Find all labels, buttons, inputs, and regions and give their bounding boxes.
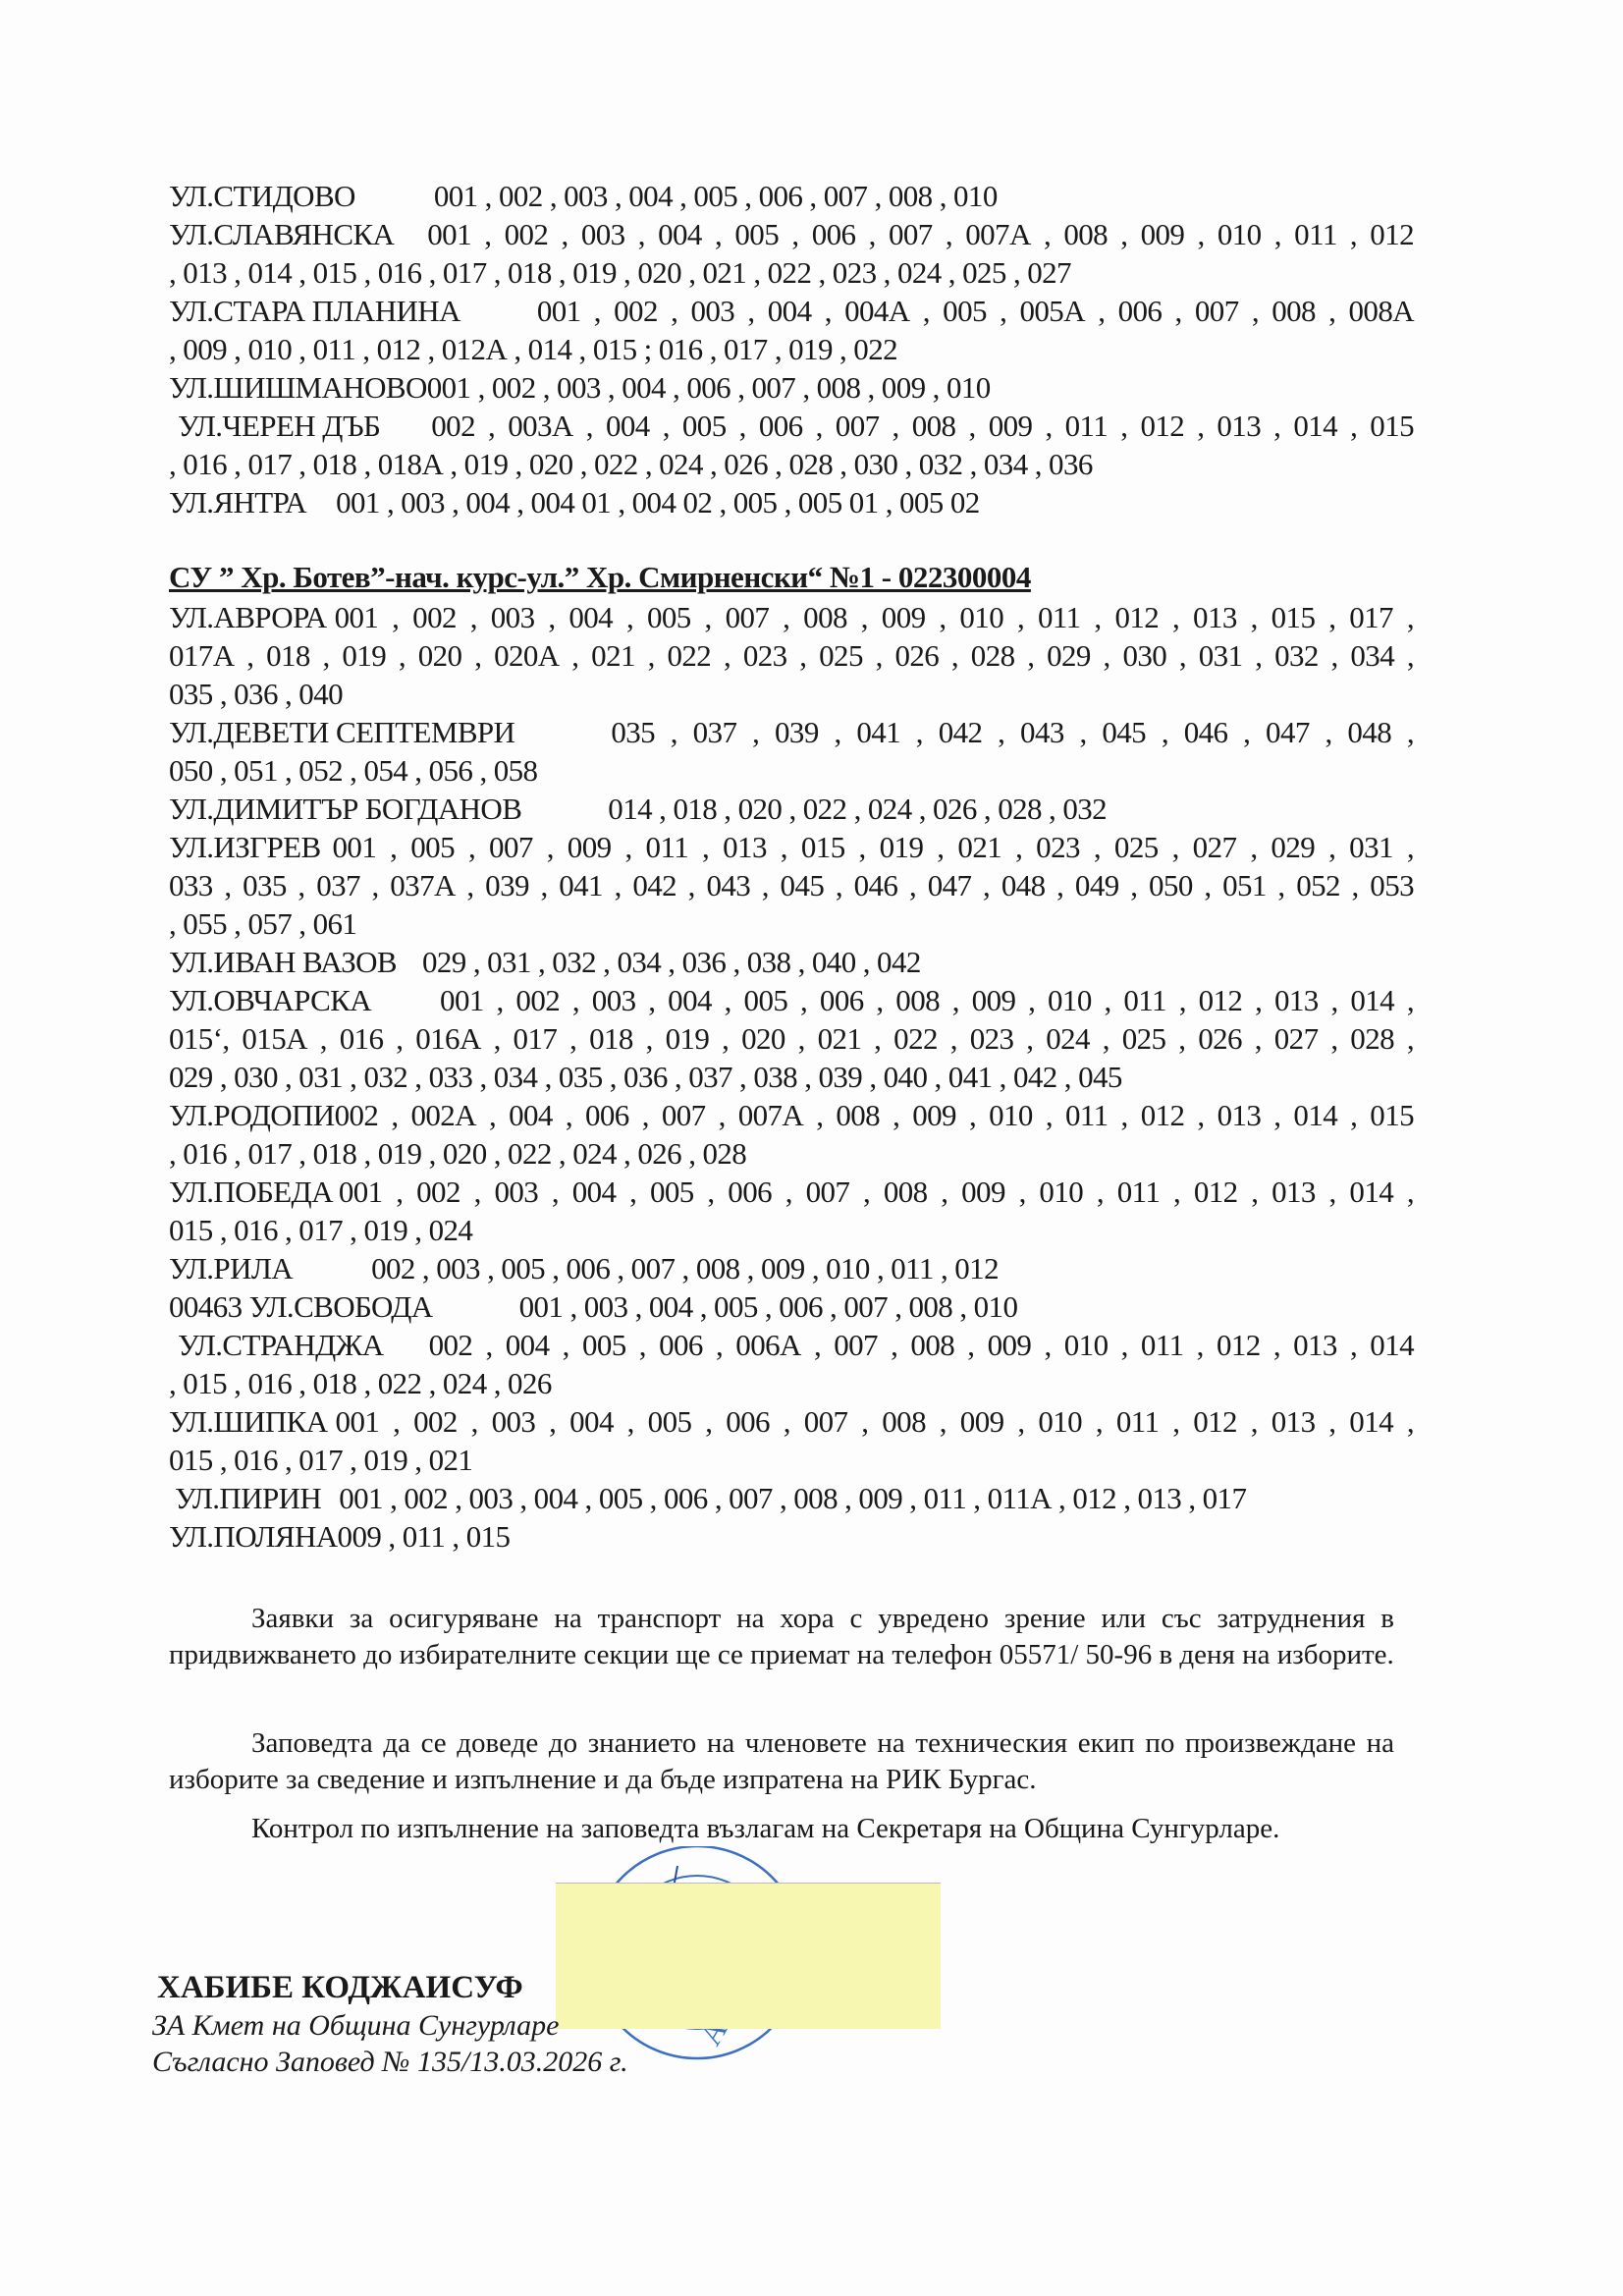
street-line: [169, 483, 1414, 521]
street-list-section-2: [169, 598, 1414, 1556]
street-line: [169, 215, 1414, 253]
street-line: [169, 1249, 1414, 1287]
street-entry: [169, 407, 1414, 483]
house-numbers: 001 , 002 , 003 , 004 , 005 , 007 , 008 , 009 , 010 , 011 , 012 , 013 , 015 , 017 ,: [334, 600, 1414, 634]
street-entry: [169, 981, 1414, 1096]
street-line: [169, 177, 1414, 215]
street-line: [169, 1441, 1414, 1479]
street-name: УЛ.РОДОПИ: [169, 1098, 335, 1132]
house-numbers: 002 , 003А , 004 , 005 , 006 , 007 , 008 , 009 , 011 , 012 , 013 , 014 , 015: [431, 409, 1414, 443]
street-entry: [169, 1402, 1414, 1479]
street-entry: [169, 1517, 1414, 1556]
street-line: [169, 368, 1414, 407]
street-line: [169, 675, 1414, 713]
street-name: УЛ.СЛАВЯНСКА: [169, 217, 395, 251]
street-name: УЛ.РИЛА: [169, 1251, 294, 1285]
street-entry: [169, 943, 1414, 981]
house-numbers: 001 , 003 , 004 , 004 01 , 004 02 , 005 , 005 01 , 005 02: [336, 485, 980, 519]
street-line: [169, 1211, 1414, 1249]
house-numbers: 002 , 002А , 004 , 006 , 007 , 007А , 008 , 009 , 010 , 011 , 012 , 013 , 014 , 015: [334, 1098, 1414, 1132]
paragraph-transport: [169, 1601, 1394, 1673]
street-name: УЛ.ДЕВЕТИ СЕПТЕМВРИ: [169, 715, 515, 749]
street-line: [169, 1517, 1414, 1556]
street-line: [169, 1058, 1414, 1096]
house-numbers: 033 , 035 , 037 , 037А , 039 , 041 , 042 , 043 , 045 , 046 , 047 , 048 , 049 , 050 , 051 , 052 , 053: [169, 868, 1414, 902]
street-entry: [169, 368, 1414, 407]
street-entry: [169, 828, 1414, 943]
street-line: [169, 904, 1414, 943]
paragraph-notice: [169, 1725, 1394, 1798]
house-numbers: 035 , 037 , 039 , 041 , 042 , 043 , 045 , 046 , 047 , 048 ,: [611, 715, 1414, 749]
street-line: [169, 598, 1414, 636]
street-name: 00463 УЛ.СВОБОДА: [169, 1289, 433, 1324]
street-name: УЛ.ПОБЕДА: [169, 1175, 333, 1209]
street-entry: [169, 790, 1414, 828]
paragraph-text: Контрол по изпълнение на заповедта възлагам на Секретаря на Община Сунгурларе.: [251, 1813, 1280, 1844]
street-line: [169, 445, 1414, 483]
street-name: УЛ.ШИПКА: [169, 1404, 328, 1439]
street-line: [169, 1134, 1414, 1173]
street-name: УЛ.ИВАН ВАЗОВ: [169, 945, 397, 979]
street-entry: [169, 483, 1414, 521]
street-line: [169, 981, 1414, 1019]
street-line: [169, 1326, 1414, 1364]
house-numbers: 050 , 051 , 052 , 054 , 056 , 058: [169, 753, 538, 788]
house-numbers: 014 , 018 , 020 , 022 , 024 , 026 , 028 , 032: [608, 792, 1108, 826]
street-line: [169, 790, 1414, 828]
redaction-box: [556, 1884, 941, 2029]
street-name: УЛ.ЧЕРЕН ДЪБ: [178, 409, 381, 443]
signer-role: ЗА Кмет на Община Сунгурларе: [152, 2009, 560, 2042]
street-entry: [169, 1287, 1414, 1326]
house-numbers: 001 , 002 , 003 , 004 , 005 , 006 , 007 , 008 , 009 , 010 , 011 , 012 , 013 , 014 ,: [335, 1404, 1414, 1439]
street-line: [169, 1173, 1414, 1211]
street-line: [169, 330, 1414, 368]
paragraph-text: Заявки за осигуряване на транспорт на хора с увредено зрение или със затруднения в придвижването до избирателните секции ще се приемат на телефон 05571/ 50-96 в деня на изборите.: [169, 1603, 1394, 1670]
house-numbers: 035 , 036 , 040: [169, 677, 344, 711]
street-line: [169, 1402, 1414, 1441]
house-numbers: 001 , 002 , 003 , 004 , 005 , 006 , 008 , 009 , 010 , 011 , 012 , 013 , 014 ,: [440, 983, 1414, 1017]
house-numbers: 001 , 002 , 003 , 004 , 005 , 006 , 007 , 008 , 009 , 011 , 011А , 012 , 013 , 017: [339, 1481, 1247, 1515]
street-name: УЛ.ЯНТРА: [169, 485, 307, 519]
house-numbers: 001 , 002 , 003 , 004 , 005 , 006 , 007 , 008 , 010: [433, 179, 998, 213]
street-line: [169, 292, 1414, 330]
polling-section-heading: СУ ” Хр. Ботев”-нач. курс-ул.” Хр. Смирненски“ №1 - 022300004: [169, 560, 1031, 594]
house-numbers: 015ʻ, 015А , 016 , 016А , 017 , 018 , 019 , 020 , 021 , 022 , 023 , 024 , 025 , 026 , 027 , 028 ,: [169, 1021, 1414, 1056]
street-line: [169, 1287, 1414, 1326]
house-numbers: 001 , 002 , 003 , 004 , 006 , 007 , 008 , 009 , 010: [426, 370, 991, 405]
house-numbers: 002 , 004 , 005 , 006 , 006А , 007 , 008 , 009 , 010 , 011 , 012 , 013 , 014: [428, 1328, 1414, 1362]
street-entry: [169, 1479, 1414, 1517]
street-line: [169, 943, 1414, 981]
house-numbers: , 016 , 017 , 018 , 018А , 019 , 020 , 022 , 024 , 026 , 028 , 030 , 032 , 034 , 036: [169, 447, 1093, 481]
house-numbers: 015 , 016 , 017 , 019 , 021: [169, 1443, 473, 1477]
street-name: УЛ.ИЗГРЕВ: [169, 830, 321, 864]
street-name: УЛ.ШИШМАНОВО: [169, 370, 427, 405]
paragraph-text: Заповедта да се доведе до знанието на членовете на техническия екип по произвеждане на изборите за сведение и изпълнение и да бъде изпратена на РИК Бургас.: [169, 1727, 1394, 1795]
street-line: [169, 751, 1414, 790]
street-name: УЛ.ОВЧАРСКА: [169, 983, 372, 1017]
street-entry: [169, 215, 1414, 292]
street-name: УЛ.СТИДОВО: [169, 179, 355, 213]
street-entry: [169, 713, 1414, 790]
house-numbers: 029 , 030 , 031 , 032 , 033 , 034 , 035 , 036 , 037 , 038 , 039 , 040 , 041 , 042 , 045: [169, 1060, 1122, 1094]
street-entry: [169, 1173, 1414, 1249]
signer-authority: Съгласно Заповед № 135/13.03.2026 г.: [152, 2046, 628, 2078]
house-numbers: , 055 , 057 , 061: [169, 906, 357, 941]
street-name: УЛ.ПОЛЯНА: [169, 1519, 338, 1554]
house-numbers: 009 , 011 , 015: [337, 1519, 511, 1554]
house-numbers: , 015 , 016 , 018 , 022 , 024 , 026: [169, 1366, 552, 1400]
street-line: [169, 866, 1414, 904]
house-numbers: 015 , 016 , 017 , 019 , 024: [169, 1213, 473, 1247]
house-numbers: , 009 , 010 , 011 , 012 , 012А , 014 , 015 ; 016 , 017 , 019 , 022: [169, 332, 898, 366]
street-entry: [169, 1326, 1414, 1402]
street-entry: [169, 177, 1414, 215]
house-numbers: 001 , 002 , 003 , 004 , 005 , 006 , 007 , 007А , 008 , 009 , 010 , 011 , 012: [427, 217, 1414, 251]
signer-name: ХАБИБЕ КОДЖАИСУФ: [157, 1970, 523, 2005]
street-name: УЛ.СТАРА ПЛАНИНА: [169, 294, 460, 328]
house-numbers: 002 , 003 , 005 , 006 , 007 , 008 , 009 , 010 , 011 , 012: [371, 1251, 999, 1285]
street-entry: [169, 1096, 1414, 1173]
street-line: [169, 636, 1414, 675]
street-list-section-1: [169, 177, 1414, 521]
street-line: [169, 1364, 1414, 1402]
street-line: [169, 407, 1414, 445]
street-line: [169, 1019, 1414, 1058]
street-name: УЛ.ПИРИН: [175, 1481, 322, 1515]
street-entry: [169, 292, 1414, 368]
house-numbers: 017А , 018 , 019 , 020 , 020А , 021 , 022 , 023 , 025 , 026 , 028 , 029 , 030 , 031 , 032 , 034 ,: [169, 638, 1414, 673]
house-numbers: 029 , 031 , 032 , 034 , 036 , 038 , 040 , 042: [422, 945, 921, 979]
house-numbers: 001 , 003 , 004 , 005 , 006 , 007 , 008 , 010: [518, 1289, 1018, 1324]
street-line: [169, 1096, 1414, 1134]
house-numbers: 001 , 005 , 007 , 009 , 011 , 013 , 015 , 019 , 021 , 023 , 025 , 027 , 029 , 031 ,: [332, 830, 1414, 864]
house-numbers: , 016 , 017 , 018 , 019 , 020 , 022 , 024 , 026 , 028: [169, 1136, 747, 1171]
street-line: [169, 1479, 1414, 1517]
street-line: [169, 713, 1414, 751]
street-name: УЛ.СТРАНДЖА: [178, 1328, 384, 1362]
street-entry: [169, 1249, 1414, 1287]
house-numbers: 001 , 002 , 003 , 004 , 005 , 006 , 007 , 008 , 009 , 010 , 011 , 012 , 013 , 014 ,: [338, 1175, 1414, 1209]
street-entry: [169, 598, 1414, 713]
street-line: [169, 253, 1414, 292]
street-name: УЛ.ДИМИТЪР БОГДАНОВ: [169, 792, 522, 826]
paragraph-control: [169, 1811, 1394, 1847]
house-numbers: 001 , 002 , 003 , 004 , 004А , 005 , 005А , 006 , 007 , 008 , 008А: [536, 294, 1414, 328]
house-numbers: , 013 , 014 , 015 , 016 , 017 , 018 , 019 , 020 , 021 , 022 , 023 , 024 , 025 , 027: [169, 255, 1071, 290]
street-line: [169, 828, 1414, 866]
street-name: УЛ.АВРОРА: [169, 600, 327, 634]
